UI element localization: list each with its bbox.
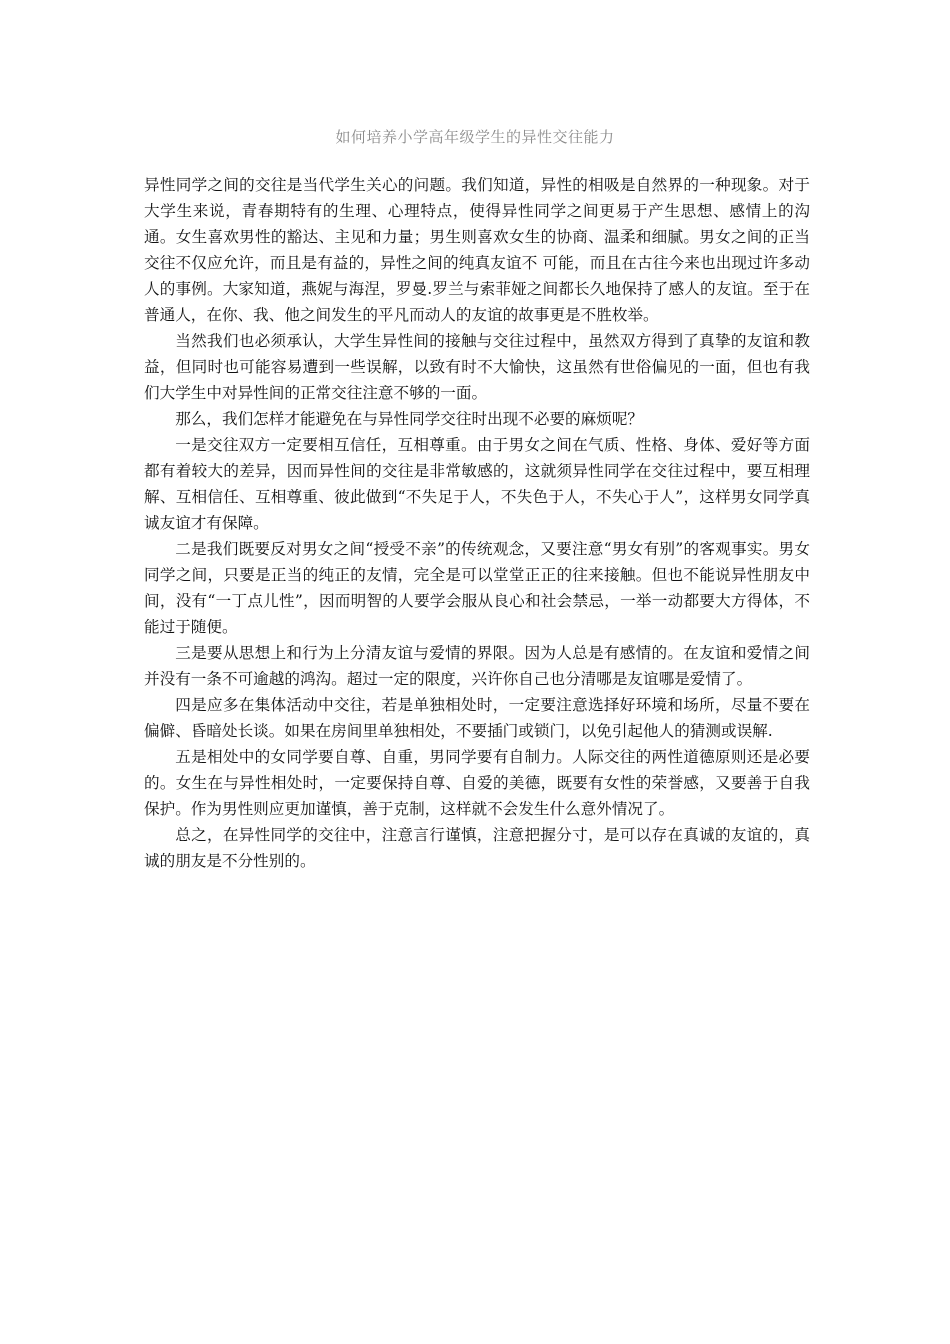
document-title: 如何培养小学高年级学生的异性交往能力 — [335, 128, 615, 146]
paragraph-3: 那么，我们怎样才能避免在与异性同学交往时出现不必要的麻烦呢？ — [175, 410, 644, 428]
paragraph-7: 四是应多在集体活动中交往，若是单独相处时，一定要注意选择好环境和场所，尽量不要在偏僻、昏暗处长谈。如果在房间里单独相处，不要插门或锁门，以免引起他人的猜测或误解. — [144, 696, 810, 740]
paragraph-8: 五是相处中的女同学要自尊、自重，男同学要有自制力。人际交往的两性道德原则还是必要的。女生在与异性相处时，一定要保持自尊、自爱的美德，既要有女性的荣誉感，又要善于自我保护。作为男性则应更加谨慎，善于克制，这样就不会发生什么意外情况了。 — [144, 748, 810, 818]
paragraph-2: 当然我们也必须承认，大学生异性间的接触与交往过程中，虽然双方得到了真挚的友谊和教益，但同时也可能容易遭到一些误解，以致有时不大愉快，这虽然有世俗偏见的一面，但也有我们大学生中对异性间的正常交往注意不够的一面。 — [144, 332, 810, 402]
paragraph-1: 异性同学之间的交往是当代学生关心的问题。我们知道，异性的相吸是自然界的一种现象。对于大学生来说，青春期特有的生理、心理特点，使得异性同学之间更易于产生思想、感情上的沟通。女生喜欢男性的豁达、主见和力量；男生则喜欢女生的协商、温柔和细腻。男女之间的正当交往不仅应允许，而且是有益的，异性之间的纯真友谊不 可能，而且在古往今来也出现过许多动人的事例。大家知道，燕妮与海涅，罗曼.罗兰与索菲娅之间都长久地保持了感人的友谊。至于在普通人，在你、我、他之间发生的平凡而动人的友谊的故事更是不胜枚举。 — [144, 176, 810, 324]
document-body — [144, 172, 810, 874]
paragraph-6: 三是要从思想上和行为上分清友谊与爱情的界限。因为人总是有感情的。在友谊和爱情之间并没有一条不可逾越的鸿沟。超过一定的限度，兴许你自己也分清哪是友谊哪是爱情了。 — [144, 644, 810, 688]
paragraph-4: 一是交往双方一定要相互信任，互相尊重。由于男女之间在气质、性格、身体、爱好等方面都有着较大的差异，因而异性间的交往是非常敏感的，这就须异性同学在交往过程中，要互相理解、互相信任、互相尊重、彼此做到“不失足于人，不失色于人，不失心于人”，这样男女同学真诚友谊才有保障。 — [144, 436, 810, 532]
paragraph-5: 二是我们既要反对男女之间“授受不亲”的传统观念，又要注意“男女有别”的客观事实。男女同学之间，只要是正当的纯正的友情，完全是可以堂堂正正的往来接触。但也不能说异性朋友中间，没有“一丁点儿性”，因而明智的人要学会服从良心和社会禁忌，一举一动都要大方得体，不能过于随便。 — [144, 540, 810, 636]
paragraph-9: 总之，在异性同学的交往中，注意言行谨慎，注意把握分寸，是可以存在真诚的友谊的，真诚的朋友是不分性别的。 — [144, 826, 810, 870]
